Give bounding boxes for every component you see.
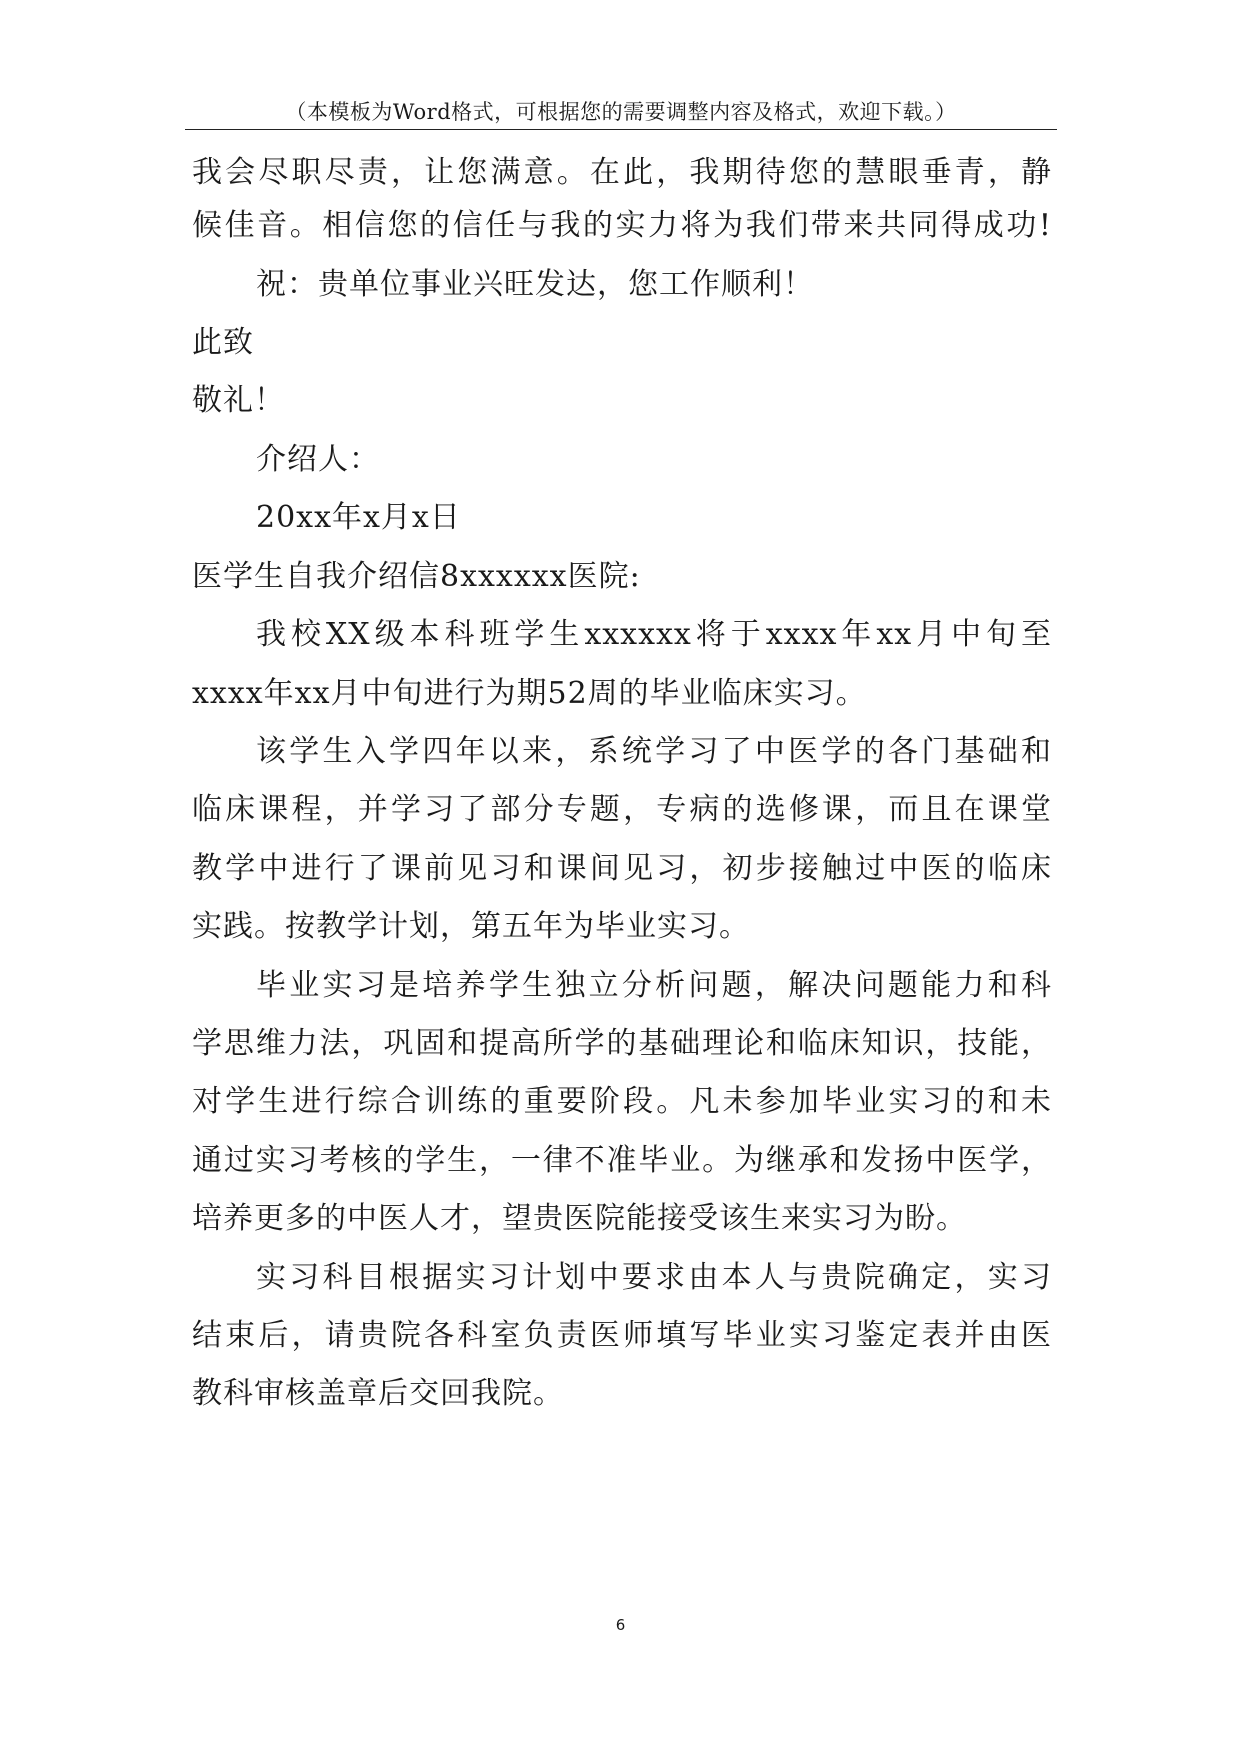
body-line: 教科审核盖章后交回我院。 (192, 1376, 564, 1411)
body-line: 毕业实习是培养学生独立分析问题，解决问题能力和科 (256, 968, 1052, 1003)
body-line: 实践。按教学计划，第五年为毕业实习。 (192, 909, 750, 944)
body-line: 学思维力法，巩固和提高所学的基础理论和临床知识，技能， (192, 1026, 1052, 1061)
body-line: 候佳音。相信您的信任与我的实力将为我们带来共同得成功! (192, 208, 1052, 243)
salutation-cizhi: 此致 (192, 325, 254, 360)
body-line: 我校XX级本科班学生xxxxxx将于xxxx年xx月中旬至 (256, 617, 1052, 652)
salutation-jingli: 敬礼！ (192, 383, 285, 418)
body-line: 对学生进行综合训练的重要阶段。凡未参加毕业实习的和未 (192, 1084, 1052, 1119)
body-line: 实习科目根据实习计划中要求由本人与贵院确定，实习 (256, 1260, 1052, 1295)
date-line: 20xx年x月x日 (256, 500, 461, 535)
closing-wish: 祝：贵单位事业兴旺发达，您工作顺利！ (256, 267, 814, 302)
body-line: 培养更多的中医人才，望贵医院能接受该生来实习为盼。 (192, 1201, 967, 1236)
letter-title: 医学生自我介绍信8xxxxxx医院: (192, 559, 641, 594)
body-line: 该学生入学四年以来，系统学习了中医学的各门基础和 (256, 734, 1052, 769)
body-line: xxxx年xx月中旬进行为期52周的毕业临床实习。 (192, 676, 867, 711)
body-line: 教学中进行了课前见习和课间见习，初步接触过中医的临床 (192, 851, 1052, 886)
template-header-note: （本模板为Word格式，可根据您的需要调整内容及格式，欢迎下载。） (285, 100, 957, 124)
referrer-label: 介绍人： (256, 442, 380, 477)
body-line: 通过实习考核的学生，一律不准毕业。为继承和发扬中医学， (192, 1143, 1052, 1178)
body-line: 我会尽职尽责，让您满意。在此，我期待您的慧眼垂青，静 (192, 155, 1052, 190)
header-divider (185, 129, 1057, 130)
body-line: 结束后，请贵院各科室负责医师填写毕业实习鉴定表并由医 (192, 1318, 1052, 1353)
body-line: 临床课程，并学习了部分专题，专病的选修课，而且在课堂 (192, 792, 1052, 827)
page-number: 6 (615, 1616, 626, 1634)
